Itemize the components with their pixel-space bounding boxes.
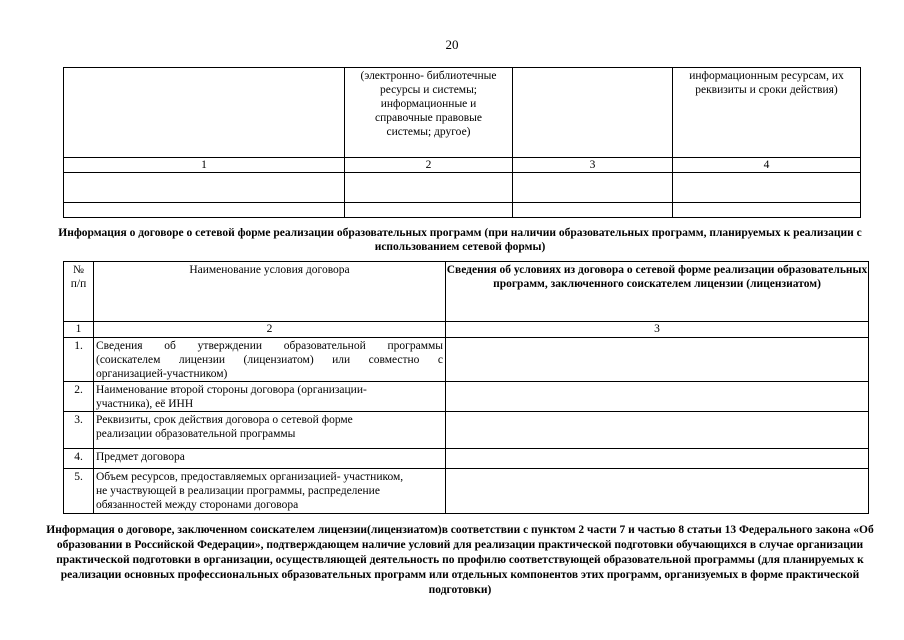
page-number: 20	[445, 37, 459, 52]
row-number: 3.	[64, 412, 94, 449]
header-contract-info: Сведения об условиях из договора о сетевой форме реализации образовательных программ, заключенного соискателем лицензии (лицензиатом)	[446, 262, 869, 322]
header-num	[64, 262, 94, 322]
row-number: 4.	[64, 449, 94, 469]
column-number-row	[64, 322, 869, 338]
text-line: Реквизиты, срок действия договора о сетевой форме	[96, 414, 353, 426]
condition-name	[94, 338, 446, 382]
condition-name	[94, 412, 446, 449]
condition-value	[446, 449, 869, 469]
table-cell	[64, 173, 345, 203]
text-line: ресурсы и системы;	[379, 84, 478, 96]
table-row	[64, 203, 861, 218]
column-number: 3	[446, 322, 869, 338]
column-number: 4	[673, 158, 861, 173]
resources-table-fragment	[63, 67, 861, 218]
text-line: Наименование второй стороны договора (организации-	[96, 384, 367, 396]
text-line: не участвующей в реализации программы, распределение	[96, 485, 380, 497]
text-line: №	[73, 264, 84, 276]
condition-name	[94, 382, 446, 412]
network-form-heading: Информация о договоре о сетевой форме реализации образовательных программ (при наличии образовательных программ, планируемых к реализации с использованием сетевой формы)	[58, 227, 862, 253]
row-number: 2.	[64, 382, 94, 412]
table-cell	[64, 203, 345, 218]
table-row	[64, 412, 869, 449]
text-line: информационные и	[380, 98, 477, 110]
table-cell	[673, 173, 861, 203]
table-header-row	[64, 262, 869, 322]
condition-name	[94, 469, 446, 514]
table-row	[64, 173, 861, 203]
table-cell	[345, 203, 513, 218]
practical-training-heading: Информация о договоре, заключенном соискателем лицензии(лицензиатом)в соответствии с пунктом 2 части 7 и частью 8 статьи 13 Федерального закона «Об образовании в Российской Федерации», подтверждающем наличие условий для реализации практической подготовки обучающихся в случае организации практической подготовки в организации, осуществляющей деятельность по профилю соответствующей образовательной программы (для планируемых к реализации основных профессиональных образовательных программ или отдельных компонентов этих программ, организуемых в форме практической подготовки)	[46, 524, 874, 596]
condition-value	[446, 469, 869, 514]
table-cell	[64, 68, 345, 158]
condition-value	[446, 412, 869, 449]
column-number-row	[64, 158, 861, 173]
text-line: (соискателем лицензии (лицензиатом) или совместно с	[96, 354, 443, 366]
column-number: 3	[513, 158, 673, 173]
column-number: 1	[64, 322, 94, 338]
text-line: Сведения об утверждении образовательной программы	[96, 340, 443, 352]
table-row	[64, 449, 869, 469]
table-row	[64, 338, 869, 382]
condition-value	[446, 338, 869, 382]
table-row	[64, 469, 869, 514]
row-number: 5.	[64, 469, 94, 514]
header-fragment-col4	[673, 68, 861, 158]
network-contract-table	[63, 261, 869, 514]
table-cell	[513, 203, 673, 218]
text-line: Объем ресурсов, предоставляемых организацией- участником,	[96, 471, 404, 483]
table-cell	[513, 173, 673, 203]
column-number: 2	[345, 158, 513, 173]
column-number: 2	[94, 322, 446, 338]
text-line: участника), её ИНН	[96, 398, 194, 410]
table-row	[64, 382, 869, 412]
text-line: Предмет договора	[96, 451, 185, 463]
header-condition-name: Наименование условия договора	[94, 262, 446, 322]
text-line: организацией-участником)	[96, 368, 228, 380]
text-line: (электронно- библиотечные	[360, 70, 497, 82]
text-line: реализации образовательной программы	[96, 428, 296, 440]
text-line: п/п	[70, 278, 87, 290]
row-number: 1.	[64, 338, 94, 382]
text-line: обязанностей между сторонами договора	[96, 499, 299, 511]
table-row	[64, 68, 861, 158]
text-line: информационным ресурсам, их	[689, 70, 844, 82]
table-cell	[513, 68, 673, 158]
text-line: реквизиты и сроки действия)	[695, 84, 838, 96]
text-line: справочные правовые	[375, 112, 482, 124]
text-line: системы; другое)	[386, 126, 471, 138]
table-cell	[345, 173, 513, 203]
header-fragment-col2	[345, 68, 513, 158]
condition-name	[94, 449, 446, 469]
table-cell	[673, 203, 861, 218]
column-number: 1	[64, 158, 345, 173]
condition-value	[446, 382, 869, 412]
